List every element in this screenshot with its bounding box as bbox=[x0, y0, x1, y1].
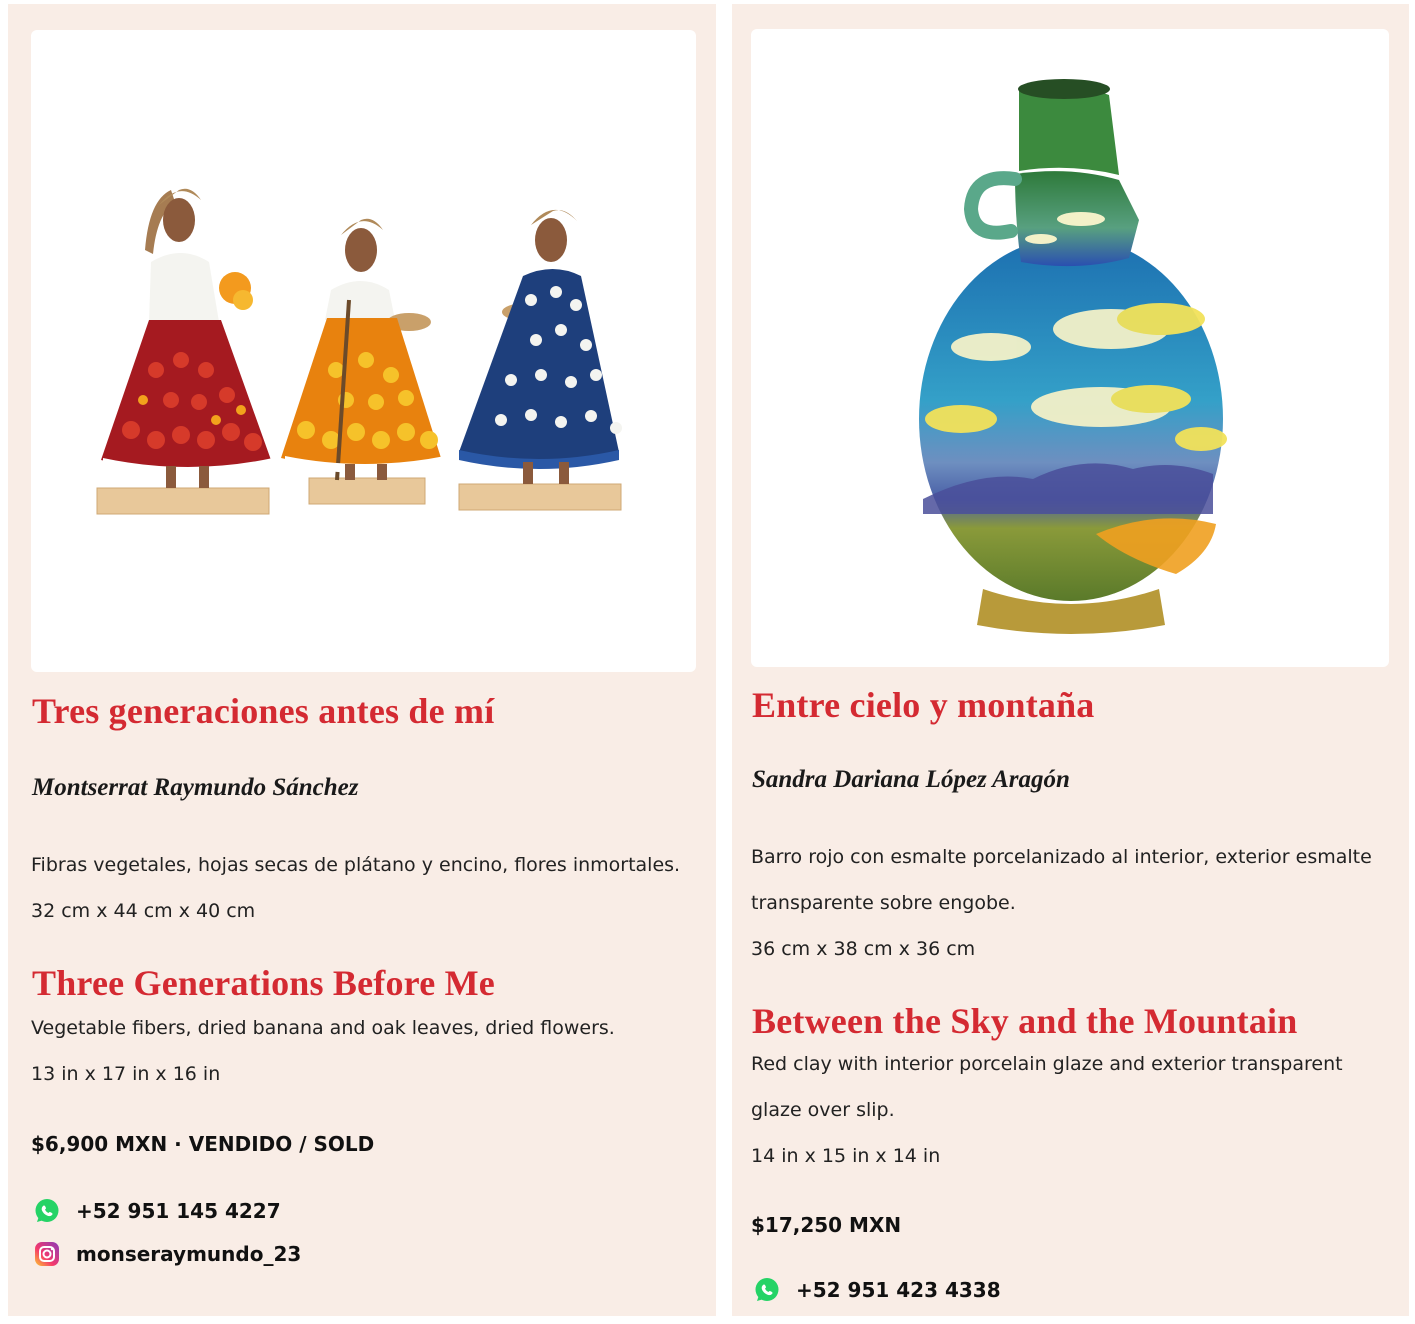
dimensions-cm: 32 cm x 44 cm x 40 cm bbox=[31, 900, 256, 922]
three-flower-dolls-illustration bbox=[31, 30, 696, 672]
whatsapp-number: +52 951 423 4338 bbox=[796, 1278, 1001, 1302]
whatsapp-icon bbox=[34, 1198, 60, 1224]
dimensions-in: 13 in x 17 in x 16 in bbox=[31, 1063, 221, 1085]
whatsapp-contact[interactable] bbox=[34, 1198, 281, 1224]
instagram-icon bbox=[34, 1241, 60, 1267]
price-status: $6,900 MXN · VENDIDO / SOLD bbox=[31, 1132, 375, 1156]
artwork-card-right bbox=[732, 4, 1409, 1316]
instagram-contact[interactable] bbox=[34, 1241, 301, 1267]
artwork-title-english: Three Generations Before Me bbox=[32, 963, 495, 1003]
artwork-card-left bbox=[8, 4, 716, 1316]
materials-spanish-line-2: transparente sobre engobe. bbox=[751, 892, 1016, 914]
materials-spanish: Fibras vegetales, hojas secas de plátano y encino, flores inmortales. bbox=[31, 854, 681, 876]
artwork-image-vase bbox=[751, 29, 1389, 667]
whatsapp-icon bbox=[754, 1277, 780, 1303]
materials-english-line-2: glaze over slip. bbox=[751, 1099, 895, 1121]
materials-english-line-1: Red clay with interior porcelain glaze and exterior transparent bbox=[751, 1053, 1343, 1075]
artist-name: Montserrat Raymundo Sánchez bbox=[32, 774, 359, 801]
artwork-title-english: Between the Sky and the Mountain bbox=[752, 1001, 1298, 1041]
whatsapp-contact[interactable] bbox=[754, 1277, 1001, 1303]
whatsapp-number: +52 951 145 4227 bbox=[76, 1199, 281, 1223]
dimensions-in: 14 in x 15 in x 14 in bbox=[751, 1145, 941, 1167]
instagram-handle: monseraymundo_23 bbox=[76, 1242, 302, 1266]
artwork-image-dolls bbox=[31, 30, 696, 672]
price: $17,250 MXN bbox=[751, 1213, 902, 1237]
dimensions-cm: 36 cm x 38 cm x 36 cm bbox=[751, 938, 976, 960]
materials-spanish-line-1: Barro rojo con esmalte porcelanizado al interior, exterior esmalte bbox=[751, 846, 1372, 868]
artwork-title-spanish: Tres generaciones antes de mí bbox=[32, 691, 495, 731]
artist-name: Sandra Dariana López Aragón bbox=[752, 766, 1070, 793]
artwork-title-spanish: Entre cielo y montaña bbox=[752, 685, 1095, 725]
painted-vase-illustration bbox=[751, 29, 1389, 667]
materials-english: Vegetable fibers, dried banana and oak leaves, dried flowers. bbox=[31, 1017, 615, 1039]
